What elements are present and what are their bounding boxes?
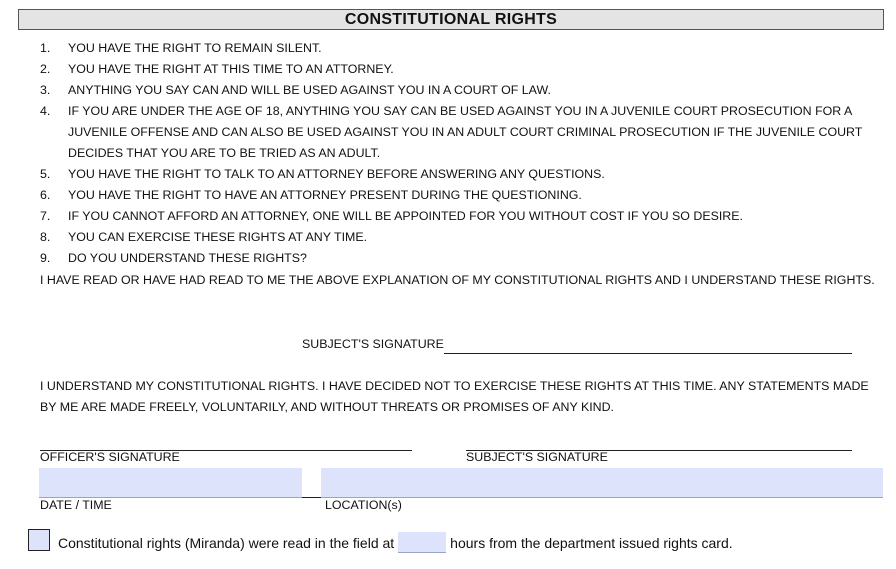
right-item-3 bbox=[40, 80, 870, 101]
subject-signature-label: SUBJECT'S SIGNATURE bbox=[302, 337, 444, 351]
rights-list bbox=[40, 38, 870, 269]
date-time-label: DATE / TIME bbox=[40, 498, 112, 512]
right-number: 9. bbox=[40, 251, 51, 265]
right-item-9 bbox=[40, 248, 870, 269]
right-number: 5. bbox=[40, 167, 51, 181]
location-field[interactable] bbox=[321, 468, 883, 498]
right-text: IF YOU CANNOT AFFORD AN ATTORNEY, ONE WILL BE APPOINTED FOR YOU WITHOUT COST IF YOU SO DESIRE. bbox=[68, 209, 743, 223]
right-text: DO YOU UNDERSTAND THESE RIGHTS? bbox=[68, 251, 307, 265]
right-item-2 bbox=[40, 59, 870, 80]
right-item-4 bbox=[40, 101, 870, 164]
right-item-7 bbox=[40, 206, 870, 227]
right-item-6 bbox=[40, 185, 870, 206]
field-read-text-before: Constitutional rights (Miranda) were read in the field at bbox=[58, 534, 395, 551]
form-title: CONSTITUTIONAL RIGHTS bbox=[18, 9, 884, 30]
waiver-text: I UNDERSTAND MY CONSTITUTIONAL RIGHTS. I HAVE DECIDED NOT TO EXERCISE THESE RIGHTS AT THIS TIME. ANY STATEMENTS MADE BY ME ARE MADE FREELY, VOLUNTARILY, AND WITHOUT THREATS OR PROMISES OF ANY KIND. bbox=[40, 379, 869, 414]
field-read-statement bbox=[58, 532, 733, 553]
location-label: LOCATION(s) bbox=[325, 498, 402, 512]
right-text: YOU HAVE THE RIGHT TO HAVE AN ATTORNEY PRESENT DURING THE QUESTIONING. bbox=[68, 188, 582, 202]
hours-field[interactable] bbox=[398, 532, 446, 553]
right-text: ANYTHING YOU SAY CAN AND WILL BE USED AGAINST YOU IN A COURT OF LAW. bbox=[68, 83, 551, 97]
right-number: 6. bbox=[40, 188, 51, 202]
date-time-field[interactable] bbox=[39, 468, 302, 498]
right-text: IF YOU ARE UNDER THE AGE OF 18, ANYTHING YOU SAY CAN BE USED AGAINST YOU IN A JUVENILE COURT PROSECUTION FOR A JUVENILE OFFENSE AND CAN ALSO BE USED AGAINST YOU IN AN ADULT COURT CRIMINAL PROSECUTION IF THE JUVENILE COURT DECIDES THAT YOU ARE TO BE TRIED AS AN ADULT. bbox=[68, 104, 863, 160]
right-text: YOU HAVE THE RIGHT TO REMAIN SILENT. bbox=[68, 41, 322, 55]
subject-signature-label-2: SUBJECT'S SIGNATURE bbox=[466, 450, 608, 464]
field-read-text-after: hours from the department issued rights card. bbox=[450, 534, 733, 551]
right-number: 3. bbox=[40, 83, 51, 97]
right-number: 4. bbox=[40, 104, 51, 118]
field-read-checkbox[interactable] bbox=[28, 529, 50, 551]
subject-signature-row-1 bbox=[302, 334, 852, 354]
acknowledgement-text: I HAVE READ OR HAVE HAD READ TO ME THE ABOVE EXPLANATION OF MY CONSTITUTIONAL RIGHTS AND I UNDERSTAND THESE RIGHTS. bbox=[40, 273, 875, 287]
right-item-8 bbox=[40, 227, 870, 248]
right-text: YOU HAVE THE RIGHT TO TALK TO AN ATTORNEY BEFORE ANSWERING ANY QUESTIONS. bbox=[68, 167, 605, 181]
right-item-1 bbox=[40, 38, 870, 59]
right-text: YOU HAVE THE RIGHT AT THIS TIME TO AN ATTORNEY. bbox=[68, 62, 394, 76]
right-number: 2. bbox=[40, 62, 51, 76]
right-number: 8. bbox=[40, 230, 51, 244]
officer-signature-label: OFFICER'S SIGNATURE bbox=[40, 450, 180, 464]
right-number: 1. bbox=[40, 41, 51, 55]
right-item-5 bbox=[40, 164, 870, 185]
right-number: 7. bbox=[40, 209, 51, 223]
right-text: YOU CAN EXERCISE THESE RIGHTS AT ANY TIME. bbox=[68, 230, 368, 244]
field-divider bbox=[302, 497, 322, 498]
subject-signature-line[interactable] bbox=[444, 339, 852, 354]
